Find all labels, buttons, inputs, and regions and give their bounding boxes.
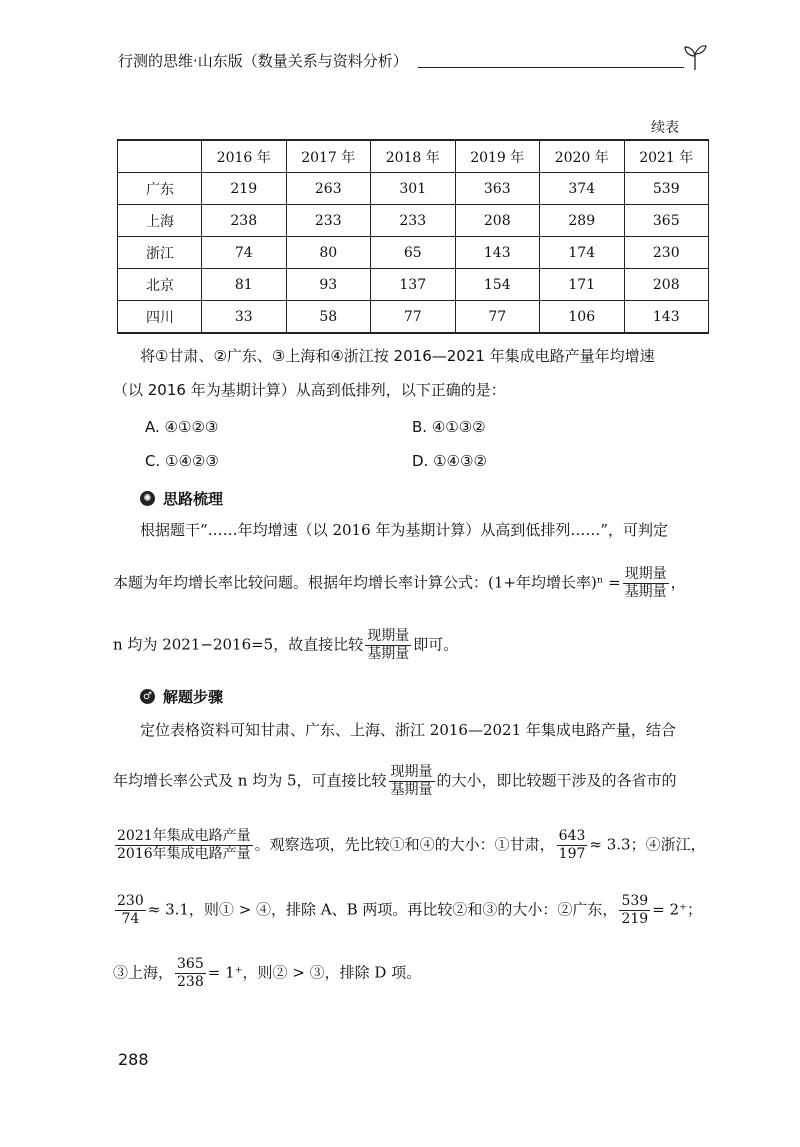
table-header-row [118, 140, 709, 173]
table-row [118, 301, 709, 334]
production-table [117, 139, 709, 334]
value-cell: 365 [624, 205, 709, 237]
value-cell: 230 [624, 237, 709, 269]
value-cell: 80 [286, 237, 371, 269]
solution-line-5-end: = 1⁺，则② > ③，排除 D 项。 [207, 963, 422, 982]
value-cell: 539 [624, 173, 709, 205]
table-header-cell: 2021 年 [624, 140, 709, 173]
table-continued-label: 续表 [651, 120, 679, 136]
fraction-numerator: 539 [621, 893, 649, 909]
guangdong-fraction [619, 893, 650, 928]
fraction-denominator: 2016年集成电路产量 [117, 846, 251, 862]
production-fraction [115, 828, 253, 863]
option-letter: C. [145, 452, 161, 470]
option-letter: A. [145, 418, 160, 436]
table-header-cell: 2016 年 [202, 140, 287, 173]
value-cell: 263 [286, 173, 371, 205]
value-cell: 74 [202, 237, 287, 269]
option-letter: B. [412, 418, 428, 436]
solution-line-2-end: 的大小，即比较题干涉及的各省市的 [436, 771, 677, 790]
table-header-cell: 2019 年 [455, 140, 540, 173]
solution-heading-label: 解题步骤 [163, 688, 224, 706]
fraction-denominator: 基期量 [367, 646, 410, 662]
header-title: 行测的思维·山东版（数量关系与资料分析） [118, 52, 408, 70]
table-row [118, 237, 709, 269]
analysis-heading [140, 488, 223, 509]
solution-line-4 [113, 893, 702, 928]
province-cell: 上海 [118, 205, 202, 237]
fraction-numerator: 现期量 [390, 764, 433, 780]
option-a[interactable] [145, 418, 218, 436]
option-text: ④①③② [431, 418, 486, 436]
analysis-line-2-end: ， [670, 573, 686, 592]
value-cell: 106 [540, 301, 625, 334]
solution-line-2-start: 年均增长率公式及 n 均为 5，可直接比较 [113, 771, 387, 790]
value-cell: 81 [202, 269, 287, 301]
fraction-denominator: 基期量 [390, 782, 433, 798]
solution-line-5-start: ③上海， [113, 963, 174, 982]
value-cell: 374 [540, 173, 625, 205]
value-cell: 33 [202, 301, 287, 334]
fraction-numerator: 230 [117, 893, 144, 909]
option-c[interactable] [145, 452, 219, 470]
value-cell: 77 [455, 301, 540, 334]
question-line-1: 将①甘肃、②广东、③上海和④浙江按 2016—2021 年集成电路产量年均增速 [140, 347, 655, 365]
value-cell: 289 [540, 205, 625, 237]
fraction-denominator: 基期量 [624, 584, 667, 600]
analysis-line-3-start: n 均为 2021−2016=5，故直接比较 [113, 635, 364, 654]
analysis-heading-label: 思路梳理 [163, 490, 224, 508]
fraction-denominator: 238 [177, 974, 204, 990]
solution-line-3-text: 。观察选项，先比较①和④的大小：①甘肃， [254, 835, 555, 854]
sprout-icon [682, 42, 708, 72]
fraction-denominator: 197 [558, 846, 586, 862]
page-number: 288 [118, 1050, 149, 1069]
analysis-line-2-text: 本题为年均增长率比较问题。根据年均增长率计算公式：(1+年均增长率)ⁿ = [113, 573, 621, 592]
solution-line-5 [113, 956, 421, 991]
fraction-numerator: 现期量 [624, 566, 667, 582]
table-header-cell: 2020 年 [540, 140, 625, 173]
shanghai-fraction [175, 956, 206, 991]
analysis-line-2 [113, 566, 686, 601]
option-text: ①④②③ [165, 452, 219, 470]
fraction-numerator: 365 [177, 956, 204, 972]
fraction-denominator: 219 [621, 911, 649, 927]
option-b[interactable] [412, 418, 486, 436]
table-header-cell [118, 140, 202, 173]
option-d[interactable] [412, 452, 487, 470]
value-cell: 65 [371, 237, 456, 269]
table-header-cell: 2017 年 [286, 140, 371, 173]
table-row [118, 269, 709, 301]
gear-icon: ✺ [140, 491, 155, 506]
solution-heading [140, 686, 223, 707]
solution-line-3-end: ≈ 3.3；④浙江， [589, 835, 706, 854]
solution-line-4-end: = 2⁺； [652, 900, 702, 919]
province-cell: 广东 [118, 173, 202, 205]
province-cell: 浙江 [118, 237, 202, 269]
header-rule [418, 67, 684, 68]
zhejiang-fraction [115, 893, 146, 928]
table-header-cell: 2018 年 [371, 140, 456, 173]
value-cell: 301 [371, 173, 456, 205]
value-cell: 233 [371, 205, 456, 237]
ratio-fraction [389, 764, 435, 799]
fraction-numerator: 643 [558, 828, 586, 844]
value-cell: 363 [455, 173, 540, 205]
value-cell: 143 [455, 237, 540, 269]
value-cell: 219 [202, 173, 287, 205]
value-cell: 154 [455, 269, 540, 301]
analysis-line-1: 根据题干“……年均增速（以 2016 年为基期计算）从高到低排列……”，可判定 [140, 521, 669, 539]
value-cell: 174 [540, 237, 625, 269]
province-cell: 四川 [118, 301, 202, 334]
fraction-denominator: 74 [121, 911, 140, 927]
table-row [118, 205, 709, 237]
value-cell: 77 [371, 301, 456, 334]
fraction-numerator: 2021年集成电路产量 [117, 828, 251, 844]
option-text: ④①②③ [164, 418, 219, 436]
province-cell: 北京 [118, 269, 202, 301]
solution-line-1: 定位表格资料可知甘肃、广东、上海、浙江 2016—2021 年集成电路产量，结合 [140, 721, 676, 739]
solution-line-4-text: ≈ 3.1，则① > ④，排除 A、B 两项。再比较②和③的大小：②广东， [147, 900, 618, 919]
option-letter: D. [412, 452, 429, 470]
value-cell: 58 [286, 301, 371, 334]
value-cell: 171 [540, 269, 625, 301]
value-cell: 238 [202, 205, 287, 237]
analysis-line-3 [113, 628, 458, 663]
option-text: ①④③② [433, 452, 487, 470]
ratio-fraction [623, 566, 669, 601]
value-cell: 137 [371, 269, 456, 301]
fraction-numerator: 现期量 [367, 628, 410, 644]
key-icon: ♂ [140, 689, 155, 704]
question-line-2: （以 2016 年为基期计算）从高到低排列，以下正确的是： [113, 381, 506, 399]
analysis-line-3-end: 即可。 [413, 635, 459, 654]
value-cell: 208 [455, 205, 540, 237]
ratio-fraction [365, 628, 411, 663]
table-row [118, 173, 709, 205]
value-cell: 233 [286, 205, 371, 237]
gansu-fraction [557, 828, 588, 863]
value-cell: 93 [286, 269, 371, 301]
running-header [118, 48, 718, 80]
value-cell: 208 [624, 269, 709, 301]
solution-line-3 [113, 828, 706, 863]
solution-line-2 [113, 764, 677, 799]
value-cell: 143 [624, 301, 709, 334]
